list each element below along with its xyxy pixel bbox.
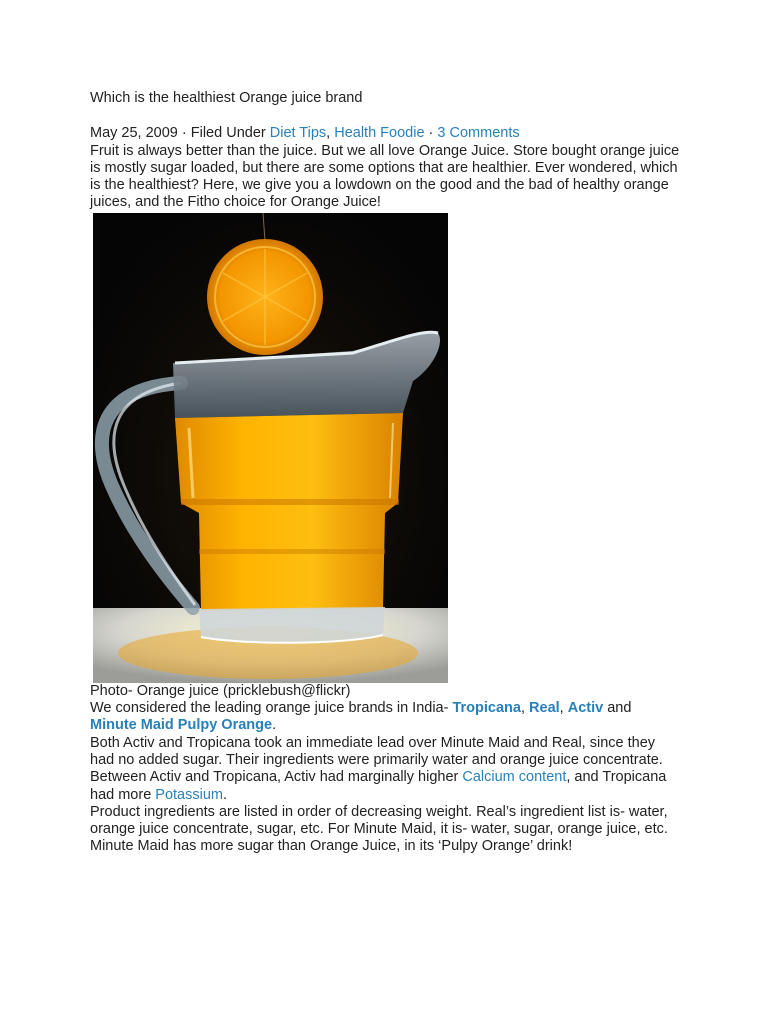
- article-title: Which is the healthiest Orange juice brand: [90, 90, 363, 106]
- comments-link[interactable]: 3 Comments: [437, 125, 520, 142]
- photo-caption: Photo- Orange juice (pricklebush@flickr): [90, 682, 351, 699]
- category-link-health-foodie[interactable]: Health Foodie: [334, 125, 425, 142]
- comparison-paragraph: [90, 735, 680, 804]
- brand-separator: ,: [520, 700, 530, 717]
- brand-link-minute-maid[interactable]: Minute Maid Pulpy Orange: [90, 717, 273, 734]
- post-date: May 25, 2009: [90, 125, 178, 142]
- calcium-content-link[interactable]: Calcium content: [462, 769, 567, 786]
- orange-juice-photo: [93, 213, 448, 683]
- potassium-link[interactable]: Potassium: [155, 786, 223, 803]
- article-meta: [90, 125, 680, 142]
- brand-link-tropicana[interactable]: Tropicana: [452, 700, 521, 717]
- meta-separator: · Filed Under: [177, 125, 270, 142]
- brands-lead: We considered the leading orange juice brands in India-: [90, 700, 453, 717]
- intro-paragraph: Fruit is always better than the juice. But we all love Orange Juice. Store bought orange juice is mostly sugar loaded, but there are some options that are healthier. Ever wondered, which is the healthiest? Here, we give you a lowdown on the good and the bad of healthy orange juices, and the Fitho choice for Orange Juice!: [90, 142, 680, 211]
- comparison-text: , and Tropicana had more: [90, 769, 667, 803]
- comparison-text: Both Activ and Tropicana took an immediate lead over Minute Maid and Real, since they had no added sugar. Their ingredients were primarily water and orange juice concentrate. Between Activ and Tropicana, Activ had marginally higher: [90, 734, 663, 786]
- comparison-text: .: [223, 786, 228, 803]
- brand-link-real[interactable]: Real: [529, 700, 560, 717]
- juice-pitcher-illustration: [93, 213, 448, 683]
- brand-link-activ[interactable]: Activ: [567, 700, 604, 717]
- brand-separator: ,: [559, 700, 568, 717]
- brand-and: and: [603, 700, 632, 717]
- meta-comma: ,: [326, 125, 335, 142]
- meta-separator: ·: [424, 125, 438, 142]
- article: [90, 90, 680, 856]
- brands-paragraph: [90, 700, 680, 735]
- ingredients-paragraph: Product ingredients are listed in order of decreasing weight. Real’s ingredient list is- water, orange juice concentrate, sugar, etc. For Minute Maid, it is- water, sugar, orange juice, etc.: [90, 803, 668, 838]
- brand-end: .: [272, 717, 277, 734]
- category-link-diet-tips[interactable]: Diet Tips: [269, 125, 327, 142]
- closing-paragraph: Minute Maid has more sugar than Orange Juice, in its ‘Pulpy Orange’ drink!: [90, 838, 573, 855]
